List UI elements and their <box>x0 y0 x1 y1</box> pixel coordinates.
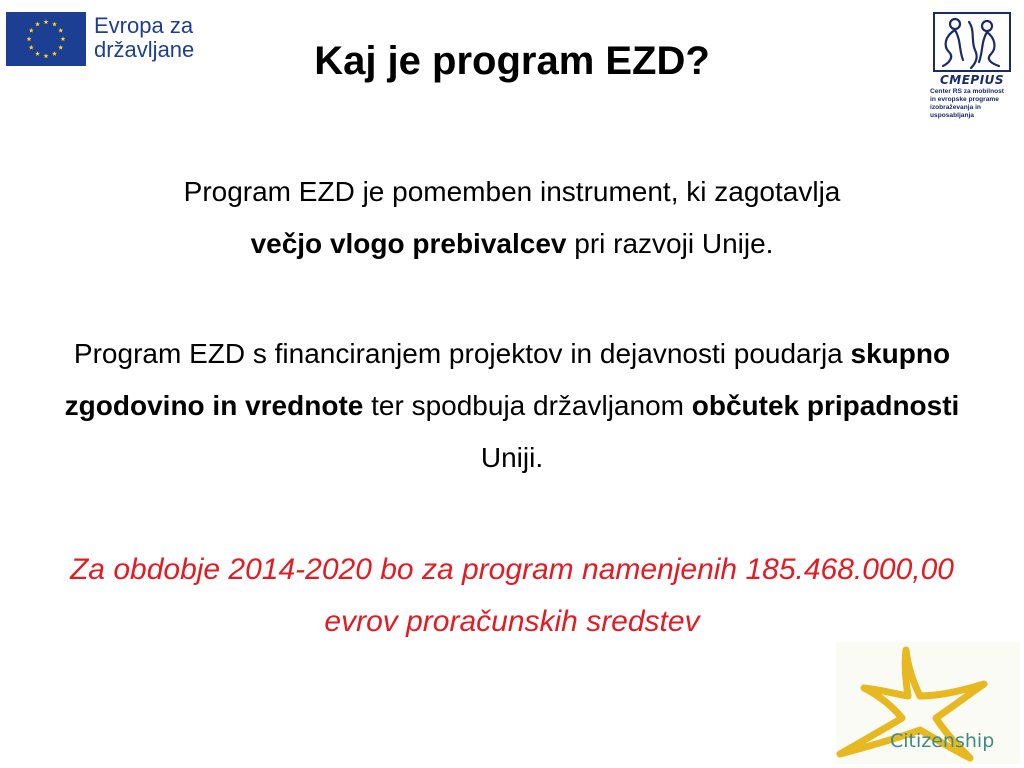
paragraph-2-text-a: Program EZD s financiranjem projektov in dejavnosti poudarja <box>73 338 851 369</box>
citizenship-text: Citizenship <box>890 730 995 752</box>
paragraph-1-bold: večjo vlogo prebivalcev <box>250 228 567 259</box>
eu-star <box>61 36 66 41</box>
cmepius-figures-icon <box>935 14 1009 70</box>
eu-logo-line1: Evropa za <box>94 13 194 38</box>
eu-star <box>35 51 40 56</box>
paragraph-2-text-b: ter spodbuja državljanom <box>363 390 692 421</box>
eu-star <box>29 45 34 50</box>
eu-star <box>52 22 57 27</box>
eu-flag-icon <box>6 12 86 66</box>
cmepius-sub-line: in evropske programe <box>930 96 999 103</box>
eu-star <box>27 36 32 41</box>
citizenship-logo <box>836 642 1020 764</box>
eu-star <box>29 28 34 33</box>
cmepius-subtitle <box>930 88 1018 120</box>
eu-star <box>44 53 49 58</box>
eu-star <box>44 19 49 24</box>
eu-logo-line2: državljane <box>94 37 195 62</box>
eu-star <box>58 28 63 33</box>
eu-star <box>52 51 57 56</box>
eu-star <box>58 45 63 50</box>
cmepius-sub-line: izobraževanja in <box>930 104 981 111</box>
cmepius-name: CMEPIUS <box>939 73 1005 87</box>
eu-stars-icon <box>6 12 86 66</box>
budget-highlight: Za obdobje 2014-2020 bo za program namenjenih 185.468.000,00 evrov proračunskih sredstev <box>69 553 954 638</box>
slide-title: Kaj je program EZD? <box>314 39 710 83</box>
paragraph-2-bold-2: občutek pripadnosti <box>691 390 960 421</box>
paragraph-1-text-b: pri razvoji Unije. <box>566 228 774 259</box>
cmepius-sub-line: usposabljanja <box>930 112 974 119</box>
paragraph-1-text-a: Program EZD je pomemben instrument, ki zagotavlja <box>183 176 841 207</box>
cmepius-logo <box>926 10 1018 126</box>
eu-star <box>35 22 40 27</box>
cmepius-emblem-icon <box>933 12 1011 72</box>
paragraph-1 <box>60 166 964 270</box>
paragraph-2-bold-1: skupno zgodovino in vrednote <box>64 338 951 421</box>
paragraph-2-text-c: Uniji. <box>480 442 544 473</box>
paragraph-2 <box>60 328 964 484</box>
cmepius-sub-line: Center RS za mobilnost <box>930 88 1005 95</box>
